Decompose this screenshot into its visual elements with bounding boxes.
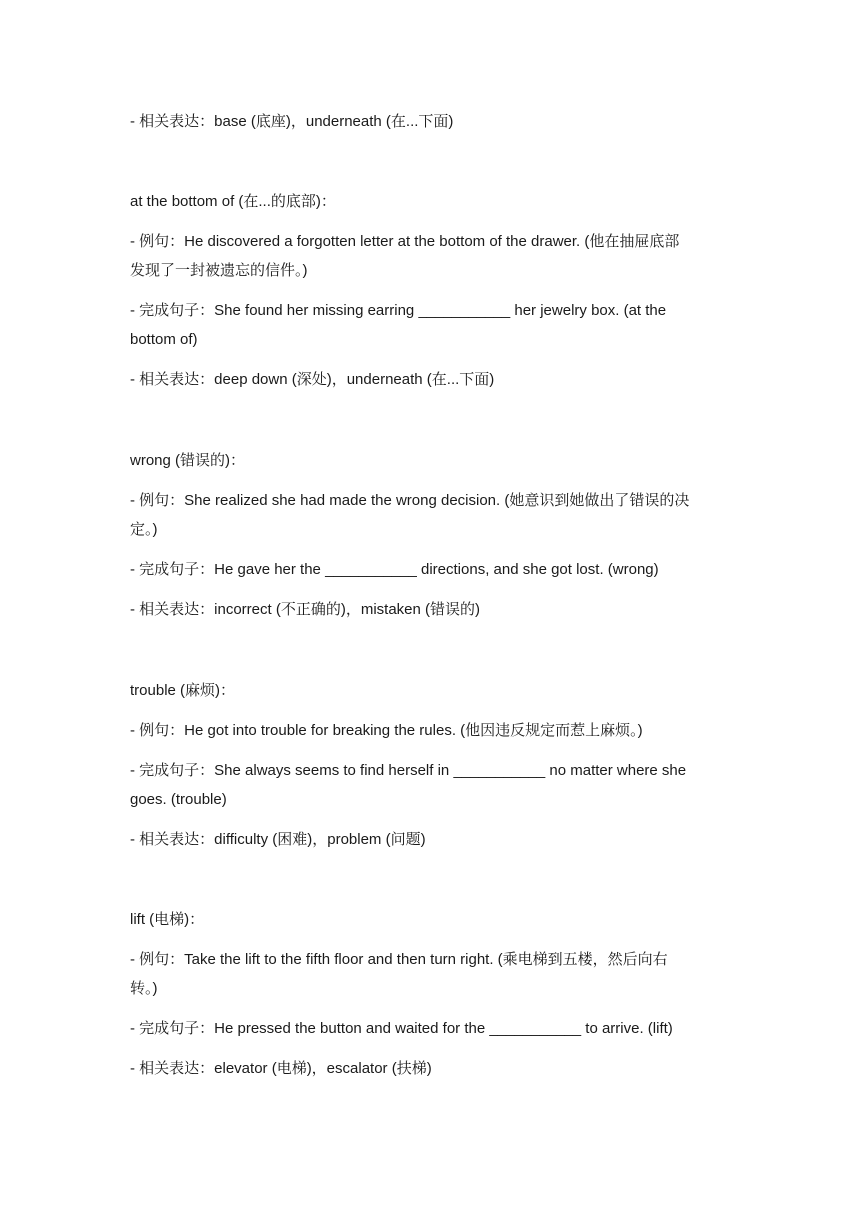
term-heading: at the bottom of (在...的底部)： <box>130 193 336 210</box>
example-line: - 例句：He got into trouble for breaking the rules. (他因违反规定而惹上麻烦。) <box>130 722 643 739</box>
term-heading: trouble (麻烦)： <box>130 682 236 699</box>
related-expressions-line: - 相关表达：deep down (深处)，underneath (在...下面) <box>130 371 495 388</box>
related-expressions-line: - 相关表达：difficulty (困难)，problem (问题) <box>130 831 426 848</box>
term-heading: lift (电梯)： <box>130 911 205 928</box>
fill-in-line: - 完成句子：He pressed the button and waited for the ___________ to arrive. (lift) <box>130 1020 673 1037</box>
related-expressions-line: - 相关表达：elevator (电梯)，escalator (扶梯) <box>130 1060 432 1077</box>
fill-in-line: - 完成句子：She always seems to find herself in ___________ no matter where she <box>130 762 687 779</box>
example-line-continued: 发现了一封被遗忘的信件。) <box>130 262 308 279</box>
related-expressions-line: - 相关表达：incorrect (不正确的)，mistaken (错误的) <box>130 601 481 618</box>
fill-in-line: - 完成句子：He gave her the ___________ directions, and she got lost. (wrong) <box>130 561 659 578</box>
fill-in-line-continued: goes. (trouble) <box>130 791 227 808</box>
related-expressions-line: - 相关表达：base (底座)，underneath (在...下面) <box>130 113 454 130</box>
example-line: - 例句：Take the lift to the fifth floor and then turn right. (乘电梯到五楼，然后向右 <box>130 951 668 968</box>
fill-in-line: - 完成句子：She found her missing earring ___________ her jewelry box. (at the <box>130 302 667 319</box>
example-line: - 例句：He discovered a forgotten letter at the bottom of the drawer. (他在抽屉底部 <box>130 233 680 250</box>
example-line-continued: 定。) <box>130 521 158 538</box>
example-line-continued: 转。) <box>130 980 158 997</box>
fill-in-line-continued: bottom of) <box>130 331 198 348</box>
example-line: - 例句：She realized she had made the wrong decision. (她意识到她做出了错误的决 <box>130 492 690 509</box>
term-heading: wrong (错误的)： <box>130 452 246 469</box>
